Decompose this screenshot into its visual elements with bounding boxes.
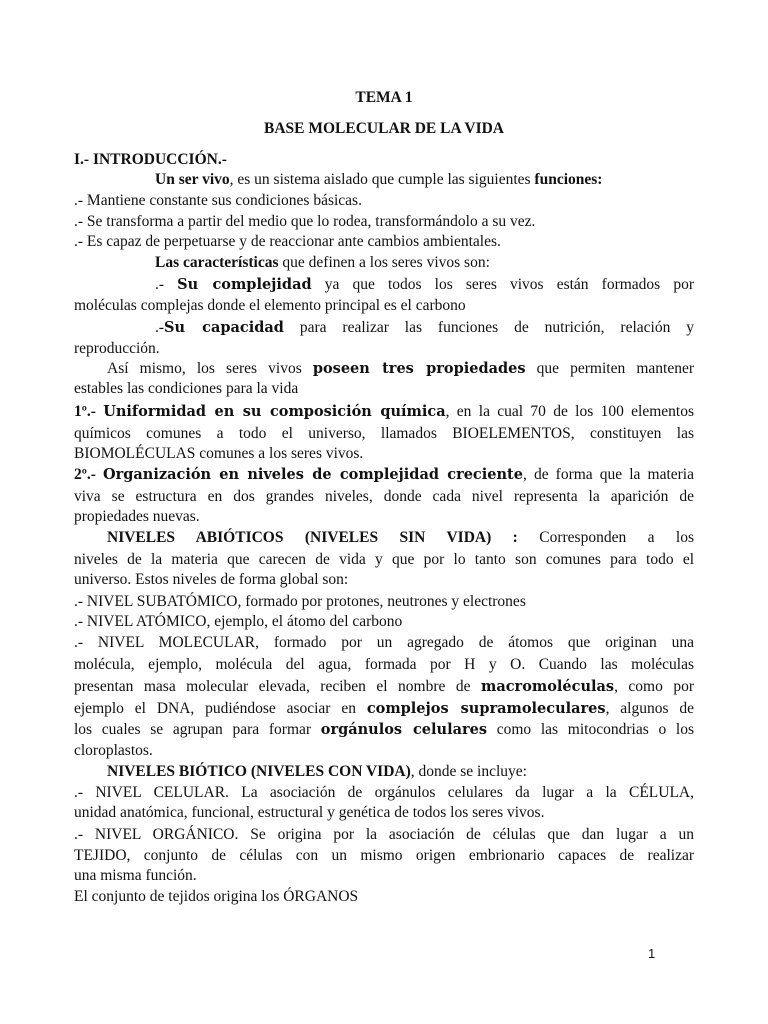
text-line <box>74 487 694 507</box>
text-line <box>74 803 694 823</box>
text-line <box>74 633 694 653</box>
text-run: .- <box>155 276 178 293</box>
text-run: .- Es capaz de perpetuarse y de reaccionar ante cambios ambientales. <box>74 233 501 250</box>
text-line <box>74 150 694 170</box>
text-run: , donde se incluye: <box>410 763 527 780</box>
text-run: para realizar las funciones de nutrición, relación y <box>283 319 694 336</box>
text-line <box>155 170 694 190</box>
text-run: universo. Estos niveles de forma global son: <box>74 571 349 588</box>
page-number: 1 <box>648 946 656 961</box>
text-run: Corresponden a los <box>517 529 695 546</box>
text-run: TEJIDO, conjunto de células con un mismo origen embrionario capaces de realizar <box>74 847 694 864</box>
text-run: 2º.- <box>74 466 103 483</box>
text-run: , de forma que la materia <box>522 466 694 483</box>
text-line <box>74 720 694 740</box>
text-run: cloroplastos. <box>74 742 153 759</box>
text-run: químicos comunes a todo el universo, llamados BIOELEMENTOS, constituyen las <box>74 425 694 442</box>
text-run: complejos supramoleculares <box>366 700 606 717</box>
text-run: los cuales se agrupan para formar <box>74 721 321 738</box>
text-line <box>74 507 694 527</box>
text-run: niveles de la materia que carecen de vida y que por lo tanto son comunes para todo el <box>74 551 694 568</box>
text-line <box>74 191 694 211</box>
text-run: , es un sistema aislado que cumple las siguientes <box>229 171 535 188</box>
text-run: molécula, ejemplo, molécula del agua, formada por H y O. Cuando las moléculas <box>74 656 694 673</box>
text-run: propiedades nuevas. <box>74 508 200 525</box>
text-line <box>74 592 694 612</box>
text-run: ejemplo el DNA, pudiéndose asociar en <box>74 700 367 717</box>
text-run: Las características <box>155 254 279 271</box>
text-line <box>74 444 694 464</box>
document-subtitle: BASE MOLECULAR DE LA VIDA <box>263 120 504 137</box>
text-line <box>74 232 694 252</box>
text-run: Su capacidad <box>164 319 284 336</box>
text-line <box>74 402 694 422</box>
text-line <box>74 296 694 316</box>
text-line <box>74 741 694 761</box>
text-run: macromoléculas <box>480 678 615 695</box>
text-run: Un ser vivo <box>155 171 230 188</box>
text-run: , como por <box>614 678 694 695</box>
text-run: .- NIVEL SUBATÓMICO, formado por protones, neutrones y electrones <box>74 593 526 610</box>
text-run: poseen tres propiedades <box>312 360 526 377</box>
text-run: .- <box>155 319 165 336</box>
text-run: Su complejidad <box>177 276 312 293</box>
text-run: Organización en niveles de complejidad creciente <box>103 466 523 483</box>
text-line <box>74 379 694 399</box>
text-run: presentan masa molecular elevada, reciben el nombre de <box>74 678 481 695</box>
text-line <box>74 699 694 719</box>
text-run: .- NIVEL CELULAR. La asociación de orgánulos celulares da lugar a la CÉLULA, <box>74 784 694 801</box>
text-line <box>155 253 694 273</box>
text-line <box>155 318 694 338</box>
text-run: reproducción. <box>74 340 160 357</box>
text-run: , en la cual 70 de los 100 elementos <box>445 403 695 420</box>
text-line <box>74 825 694 845</box>
text-line <box>74 339 694 359</box>
text-run: BIOMOLÉCULAS comunes a los seres vivos. <box>74 445 364 462</box>
text-line <box>107 762 694 782</box>
text-run: estables las condiciones para la vida <box>74 380 299 397</box>
text-line <box>74 655 694 675</box>
text-run: como las mitocondrias o los <box>487 721 695 738</box>
text-run: .- NIVEL MOLECULAR, formado por un agregado de átomos que originan una <box>74 634 694 651</box>
text-run: .- Se transforma a partir del medio que lo rodea, transformándolo a su vez. <box>74 213 536 230</box>
text-run: una misma función. <box>74 867 197 884</box>
text-run: orgánulos celulares <box>320 721 487 738</box>
document-title: TEMA 1 <box>355 89 413 106</box>
text-run: .- NIVEL ORGÁNICO. Se origina por la asociación de células que dan lugar a un <box>74 826 694 843</box>
text-line <box>74 550 694 570</box>
text-run: ya que todos los seres vivos están formados por <box>311 276 694 293</box>
text-run: , algunos de <box>605 700 695 717</box>
text-line <box>74 570 694 590</box>
text-line <box>74 465 694 485</box>
text-run: Uniformidad en su composición química <box>103 403 446 420</box>
text-run: 1º.- <box>74 403 104 420</box>
text-run: NIVELES ABIÓTICOS (NIVELES SIN VIDA) : <box>107 529 518 546</box>
text-line <box>74 783 694 803</box>
text-run: .- NIVEL ATÓMICO, ejemplo, el átomo del carbono <box>74 613 403 630</box>
text-run: moléculas complejas donde el elemento principal es el carbono <box>74 297 466 314</box>
text-line <box>74 846 694 866</box>
text-line <box>155 275 694 295</box>
text-line <box>74 866 694 886</box>
text-run: .- Mantiene constante sus condiciones básicas. <box>74 192 362 209</box>
text-line <box>74 212 694 232</box>
text-line <box>107 359 694 379</box>
text-run: NIVELES BIÓTICO (NIVELES CON VIDA) <box>107 763 411 780</box>
text-run: funciones: <box>534 171 603 188</box>
text-run: que definen a los seres vivos son: <box>278 254 490 271</box>
text-run: Así mismo, los seres vivos <box>107 360 313 377</box>
text-run: El conjunto de tejidos origina los ÓRGANOS <box>74 888 359 905</box>
text-run: I.- INTRODUCCIÓN.- <box>74 151 227 168</box>
text-run: que permiten mantener <box>525 360 694 377</box>
text-line <box>74 677 694 697</box>
text-run: viva se estructura en dos grandes niveles, donde cada nivel representa la aparición de <box>74 488 694 505</box>
text-line <box>74 887 694 907</box>
text-run: unidad anatómica, funcional, estructural y genética de todos los seres vivos. <box>74 804 545 821</box>
text-line <box>107 528 694 548</box>
text-line <box>74 424 694 444</box>
text-line <box>74 612 694 632</box>
